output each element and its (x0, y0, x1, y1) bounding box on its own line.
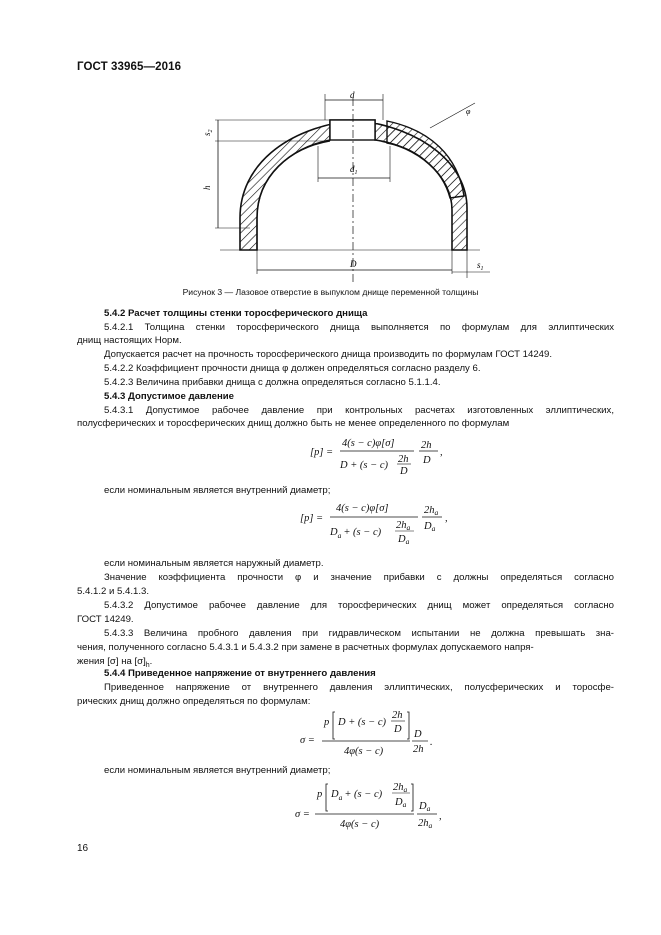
para-5433-line1: 5.4.3.3 Величина пробного давления при гидравлическом испытании не должна превышать зна- (104, 628, 614, 639)
svg-text:D: D (423, 455, 431, 466)
para-5433-line3: жения [σ] на $[\sigma]_h$. (77, 656, 153, 669)
section-heading-542: 5.4.2 Расчет толщины стенки торосферического днища (104, 308, 368, 319)
thick-insert (387, 121, 464, 198)
para-5433-line2: чения, полученного согласно 5.4.3.1 и 5.4.3.2 при замене в расчетных формулах допускаемого напря- (77, 642, 534, 653)
svg-text:2h: 2h (421, 440, 432, 451)
svg-text:[p] =: [p] = (310, 447, 334, 458)
svg-text:2ha: 2ha (424, 505, 439, 517)
svg-text:4(s − c)φ[σ]: 4(s − c)φ[σ] (336, 503, 389, 514)
if-internal-1: если номинальным является внутренний диаметр; (104, 485, 331, 496)
svg-text:D: D (394, 724, 402, 735)
svg-text:2h: 2h (413, 744, 424, 755)
para-values-line1: Значение коэффициента прочности φ и значение прибавки c должны определяться согласно (104, 572, 614, 583)
formula-stress-external (295, 777, 455, 832)
svg-text:2ha: 2ha (393, 782, 408, 794)
svg-text:2h: 2h (398, 454, 409, 465)
section-heading-543: 5.4.3 Допустимое давление (104, 391, 234, 402)
svg-text:,: , (439, 811, 442, 822)
svg-text:2ha: 2ha (418, 818, 433, 830)
if-external: если номинальным является наружный диаметр. (104, 558, 324, 569)
svg-text:4φ(s − c): 4φ(s − c) (344, 746, 384, 757)
para-5432-line1: 5.4.3.2 Допустимое рабочее давление для торосферических днищ может определяться согласно (104, 600, 614, 611)
svg-text:Da: Da (395, 797, 407, 809)
document-header: ГОСТ 33965—2016 (77, 61, 182, 73)
label-phi: φ (466, 107, 471, 116)
para-5423: 5.4.2.3 Величина прибавки днища c должна определяться согласно 5.1.1.4. (104, 377, 441, 388)
para-544-line1: Приведенное напряжение от внутреннего давления эллиптических, полусферических и торосфе- (104, 682, 614, 693)
svg-text:4φ(s − c): 4φ(s − c) (340, 819, 380, 830)
svg-text:D: D (400, 466, 408, 477)
svg-text:2ha: 2ha (396, 520, 411, 532)
para-544-line2: рических днищ должно определяться по формулам: (77, 696, 311, 707)
label-h: h (202, 185, 212, 190)
svg-text:Da+ (s − c): $D_a + (s - c)$ (330, 527, 382, 540)
svg-text:σ =: σ = (300, 735, 315, 746)
svg-text:Da+ (s − c): $D_a + (s - c)$ (331, 789, 383, 802)
label-s1: $s_1$ (477, 260, 484, 272)
formula-stress-internal (300, 705, 450, 760)
svg-text:Da: Da (424, 521, 436, 533)
para-5422: 5.4.2.2 Коэффициент прочности днища φ должен определяться согласно разделу 6. (104, 363, 481, 374)
para-5431-line2: полусферических и торосферических днищ должно быть не менее определенного по формулам (77, 418, 510, 429)
section-heading-544: 5.4.4 Приведенное напряжение от внутреннего давления (104, 668, 376, 679)
figure-caption: Рисунок 3 — Лазовое отверстие в выпуклом днище переменной толщины (182, 287, 479, 297)
svg-text:p: p (317, 789, 323, 800)
para-values-line2: 5.4.1.2 и 5.4.1.3. (77, 586, 150, 597)
para-5432-line2: ГОСТ 14249. (77, 614, 134, 625)
svg-text:.: . (430, 737, 433, 748)
label-d1: $d_1$ (350, 164, 358, 176)
svg-text:4(s − c)φ[σ]: 4(s − c)φ[σ] (342, 438, 395, 449)
para-5431-line1: 5.4.3.1 Допустимое рабочее давление при контрольных расчетах изготовленных эллиптических, (104, 405, 614, 416)
svg-text:Da: Da (419, 801, 431, 813)
formula-allowable-pressure-external (300, 495, 480, 550)
svg-text:2h: 2h (392, 710, 403, 721)
svg-text:p: p (324, 717, 330, 728)
svg-text:,: , (440, 447, 443, 458)
formula-allowable-pressure-internal (310, 430, 470, 480)
if-internal-2: если номинальным является внутренний диаметр; (104, 765, 331, 776)
svg-text:D + (s − c): D + (s − c) (340, 460, 388, 471)
para-5421-line1: 5.4.2.1 Толщина стенки торосферического днища выполняется по формулам для эллиптических (104, 322, 614, 333)
head-manhole-drawing (190, 88, 500, 288)
svg-text:Da: Da (398, 534, 410, 546)
label-D: D (350, 259, 357, 269)
manhole-opening (330, 120, 375, 140)
label-d: d (350, 90, 355, 100)
page-number: 16 (77, 843, 89, 854)
svg-text:D: D (414, 729, 422, 740)
svg-text:σ =: σ = (295, 809, 310, 820)
svg-text:D + (s − c): D + (s − c) (338, 717, 386, 728)
svg-text:[p] =: [p] = (300, 513, 324, 524)
label-s2: $s_2$ (202, 129, 214, 136)
para-allow: Допускается расчет на прочность торосферического днища производить по формулам ГОСТ 14249. (104, 349, 553, 360)
para-5421-line2: днищ настоящих Норм. (77, 335, 182, 346)
svg-text:,: , (445, 513, 448, 524)
